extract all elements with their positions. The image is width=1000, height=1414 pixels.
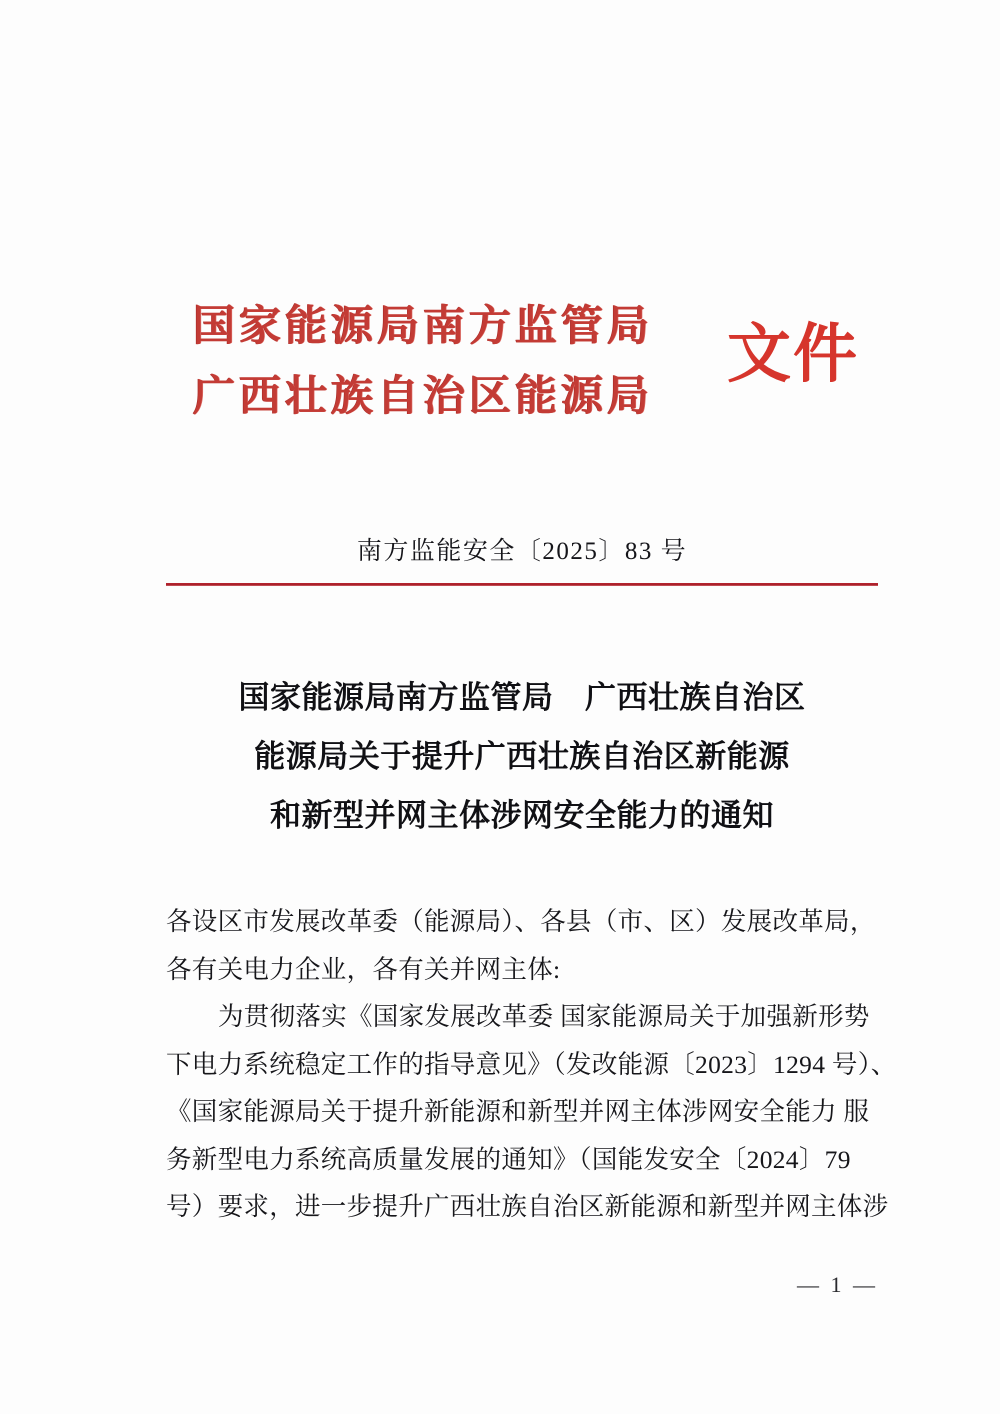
document-body <box>166 898 897 1231</box>
body-paragraph-line: 为贯彻落实《国家发展改革委 国家能源局关于加强新形势 <box>218 1002 870 1031</box>
issuing-organizations <box>193 292 733 432</box>
addressee-line: 各设区市发展改革委（能源局）、各县（市、区）发展改革局， <box>166 907 876 936</box>
body-paragraph-line: 《国家能源局关于提升新能源和新型并网主体涉网安全能力 服 <box>166 1097 870 1126</box>
document-number: 南方监能安全〔2025〕83 号 <box>356 538 688 565</box>
document-title-line-2: 能源局关于提升广西壮族自治区新能源 <box>254 739 790 774</box>
body-paragraph-line: 务新型电力系统高质量发展的通知》（国能发安全〔2024〕79 <box>166 1144 851 1174</box>
page-number-footer: — 1 — <box>797 1272 878 1297</box>
issuing-organization-line-2: 广西壮族自治区能源局 <box>193 374 654 420</box>
letterhead-document-word: 文件 <box>727 319 859 390</box>
body-paragraph-line: 下电力系统稳定工作的指导意见》（发改能源〔2023〕1294 号）、 <box>166 1049 897 1079</box>
issuing-organization-line-1: 国家能源局南方监管局 <box>193 304 654 350</box>
addressee-line: 各有关电力企业，各有关并网主体: <box>166 954 561 984</box>
letterhead <box>0 292 1000 452</box>
document-title-line-1: 国家能源局南方监管局 广西壮族自治区 <box>238 680 806 715</box>
body-paragraph-line: 号）要求，进一步提升广西壮族自治区新能源和新型并网主体涉 <box>166 1192 889 1221</box>
letterhead-red-rule <box>166 583 878 586</box>
document-title-line-3: 和新型并网主体涉网安全能力的通知 <box>270 798 774 833</box>
document-title <box>166 668 878 845</box>
